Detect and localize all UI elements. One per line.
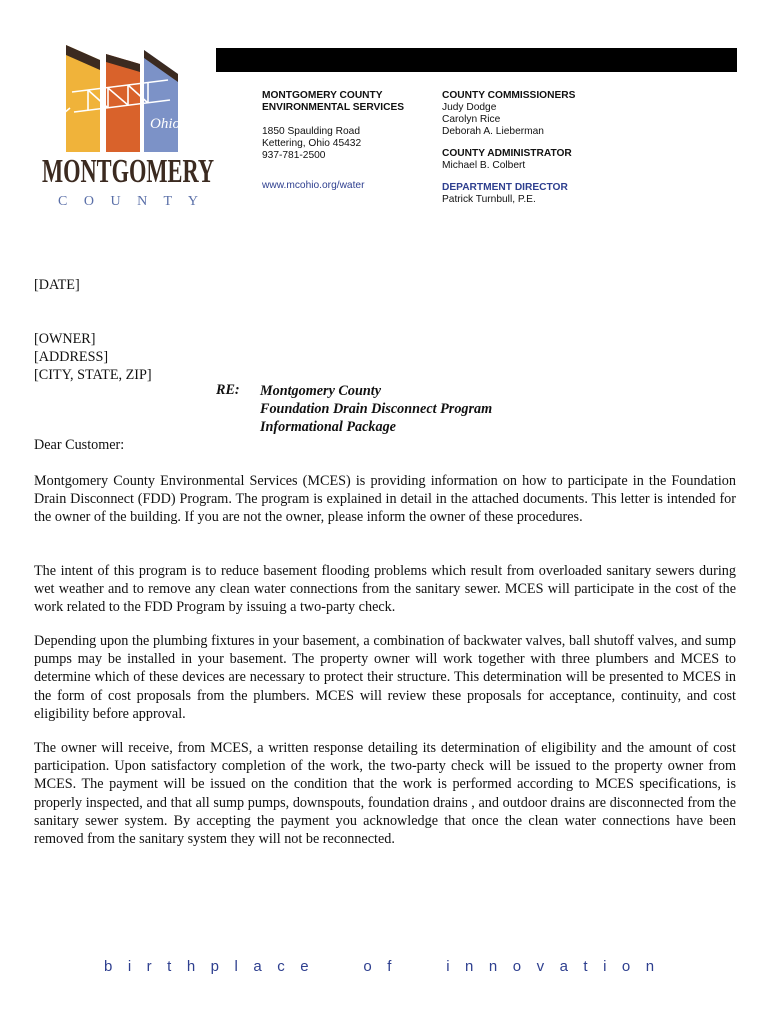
commissioner-name: Carolyn Rice xyxy=(442,114,501,125)
footer-tagline: birthplace of innovation xyxy=(104,958,670,975)
montgomery-county-logo xyxy=(28,40,228,210)
re-label: RE: xyxy=(216,382,240,398)
body-paragraph: Montgomery County Environmental Services (MCES) is providing information on how to participate in the Foundation Drain Disconnect (FDD) Program. The program is explained in detail in the attached documents. This letter is intended for the owner of the building. If you are not the owner, please inform the owner of these procedures. xyxy=(34,473,736,526)
recipient-address xyxy=(34,330,736,385)
phone-number: 937-781-2500 xyxy=(262,150,326,161)
org-name-line2: ENVIRONMENTAL SERVICES xyxy=(262,102,405,113)
address-line1: 1850 Spaulding Road xyxy=(262,126,360,137)
subject-line: Montgomery County xyxy=(260,383,382,399)
subject-line: Foundation Drain Disconnect Program xyxy=(260,401,493,418)
commissioner-name: Deborah A. Lieberman xyxy=(442,126,544,137)
recipient-city: [CITY, STATE, ZIP] xyxy=(34,367,152,384)
body-paragraph: Depending upon the plumbing fixtures in your basement, a combination of backwater valves, ball shutoff valves, and sump pumps may be installed in your basement. The property owner will work together with three plumbers and MCES to determine which of these devices are necessary to protect their structure. This determination will be presented to MCES in the form of cost proposals from the plumbers. MCES will review these proposals for acceptance, continuity, and cost eligibility before approval. xyxy=(34,633,736,722)
subject-line: Informational Package xyxy=(260,419,396,436)
recipient-street: [ADDRESS] xyxy=(34,349,109,366)
logo-ohio-script: Ohio xyxy=(150,116,180,132)
subject-block xyxy=(260,382,492,437)
recipient-owner: [OWNER] xyxy=(34,331,96,347)
logo-wordmark: MONTGOMERY xyxy=(42,153,214,190)
logo-county: C O U N T Y xyxy=(58,194,198,209)
commissioners-title: COUNTY COMMISSIONERS xyxy=(442,90,576,101)
administrator-title: COUNTY ADMINISTRATOR xyxy=(442,148,572,159)
letter-date: [DATE] xyxy=(34,277,80,293)
letterhead-bar xyxy=(216,48,737,72)
director-name: Patrick Turnbull, P.E. xyxy=(442,194,536,205)
org-name-line1: MONTGOMERY COUNTY xyxy=(262,90,383,101)
salutation: Dear Customer: xyxy=(34,437,125,453)
director-title: DEPARTMENT DIRECTOR xyxy=(442,182,568,193)
address-line2: Kettering, Ohio 45432 xyxy=(262,138,362,149)
commissioner-name: Judy Dodge xyxy=(442,102,497,113)
website-link[interactable]: www.mcohio.org/water xyxy=(262,180,365,191)
body-paragraph: The intent of this program is to reduce basement flooding problems which result from overloaded sanitary sewers during wet weather and to remove any clean water connections from the sanitary sewer. MCES will participate in the cost of the work related to the FDD Program by issuing a two-party check. xyxy=(34,563,736,616)
org-contact-block xyxy=(262,90,404,192)
officials-block xyxy=(442,90,575,206)
body-paragraph: The owner will receive, from MCES, a written response detailing its determination of eligibility and the amount of cost participation. Upon satisfactory completion of the work, the two-party check will be issued to the property owner from MCES. The payment will be issued on the condition that the work is performed according to MCES specifications, is properly inspected, and that all sump pumps, downspouts, foundation drains , and outdoor drains are disconnected from the sanitary sewer system. By accepting the payment you acknowledge that once the clean water connections have been removed from the sanitary system they will not be reconnected. xyxy=(34,740,736,848)
administrator-name: Michael B. Colbert xyxy=(442,160,526,171)
